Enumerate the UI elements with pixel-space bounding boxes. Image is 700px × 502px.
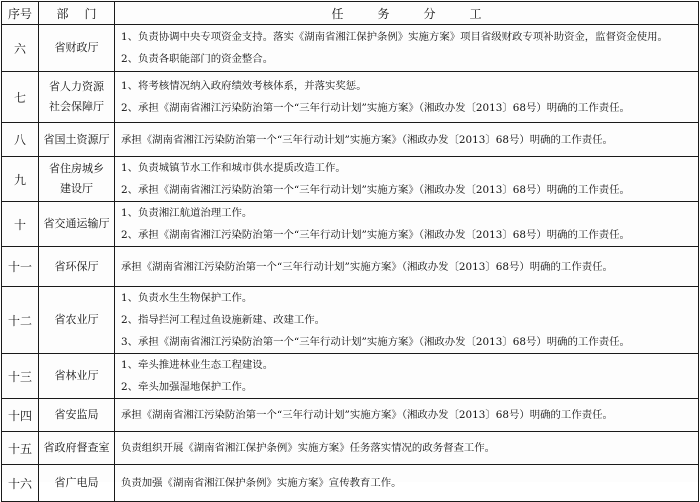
table-row <box>2 432 699 465</box>
task-line: 2、指导拦河工程过鱼设施新建、改建工作。 <box>121 314 326 326</box>
row-dept <box>39 432 115 465</box>
row-dept <box>39 399 115 432</box>
row-seq: 十六 <box>2 465 39 502</box>
task-line: 2、牵头加强湿地保护工作。 <box>121 381 253 393</box>
row-seq: 十 <box>2 202 39 247</box>
row-dept <box>39 465 115 502</box>
dept-line: 省财政厅 <box>54 41 99 54</box>
dept-line: 省农业厅 <box>54 313 99 326</box>
table-body <box>2 25 699 502</box>
dept-line: 省住房城乡 <box>49 162 104 175</box>
dept-line: 省国土资源厅 <box>43 132 110 146</box>
table-row <box>2 354 699 399</box>
row-dept <box>39 287 115 354</box>
row-seq: 六 <box>2 25 39 72</box>
dept-line: 省交通运输厅 <box>43 217 110 230</box>
row-tasks <box>115 25 699 72</box>
task-line: 2、承担《湖南省湘江污染防治第一个“三年行动计划”实施方案》（湘政办发〔2013〕68号）明确的工作责任。 <box>121 184 630 196</box>
row-dept <box>39 354 115 399</box>
row-tasks <box>115 202 699 247</box>
dept-line: 社会保障厅 <box>49 100 104 113</box>
row-seq: 十四 <box>2 399 39 432</box>
row-dept <box>39 25 115 72</box>
table-row <box>2 202 699 247</box>
task-line: 3、承担《湖南省湘江污染防治第一个“三年行动计划”实施方案》（湘政办发〔2013〕68号）明确的工作责任。 <box>121 336 630 348</box>
row-dept <box>39 72 115 123</box>
row-dept <box>39 202 115 247</box>
row-dept <box>39 123 115 157</box>
row-seq: 七 <box>2 72 39 123</box>
dept-line: 建设厅 <box>60 182 93 195</box>
task-line: 1、负责协调中央专项资金支持。落实《湖南省湘江保护条例》实施方案》项目省级财政专项补助资金，监督资金使用。 <box>121 31 668 43</box>
task-line: 2、承担《湖南省湘江污染防治第一个“三年行动计划”实施方案》（湘政办发〔2013〕68号）明确的工作责任。 <box>121 229 630 241</box>
table-row <box>2 399 699 432</box>
row-tasks <box>115 399 699 432</box>
row-tasks <box>115 465 699 502</box>
row-tasks <box>115 123 699 157</box>
dept-line: 省广电局 <box>54 476 99 489</box>
row-tasks <box>115 72 699 123</box>
table-row <box>2 465 699 502</box>
task-line: 1、负责水生生物保护工作。 <box>121 292 253 304</box>
row-tasks <box>115 157 699 202</box>
row-seq: 十三 <box>2 354 39 399</box>
dept-line: 省林业厅 <box>54 369 99 382</box>
header-dept: 部门 <box>39 2 115 25</box>
dept-line: 省政府督查室 <box>43 441 110 454</box>
row-seq: 十一 <box>2 247 39 287</box>
task-line: 承担《湖南省湘江污染防治第一个“三年行动计划”实施方案》（湘政办发〔2013〕68号）明确的工作责任。 <box>121 133 613 146</box>
table-row <box>2 247 699 287</box>
row-dept <box>39 157 115 202</box>
task-line: 1、负责城镇节水工作和城市供水提质改造工作。 <box>121 162 346 174</box>
dept-line: 省人力资源 <box>49 80 104 93</box>
row-seq: 十二 <box>2 287 39 354</box>
header-task: 任务分工 <box>115 2 699 25</box>
row-seq: 八 <box>2 123 39 157</box>
row-seq: 十五 <box>2 432 39 465</box>
row-seq: 九 <box>2 157 39 202</box>
row-tasks <box>115 287 699 354</box>
task-line: 1、负责湘江航道治理工作。 <box>121 207 253 219</box>
table-row <box>2 25 699 72</box>
task-line: 2、负责各职能部门的资金整合。 <box>121 53 274 65</box>
task-line: 2、承担《湖南省湘江污染防治第一个“三年行动计划”实施方案》（湘政办发〔2013〕68号）明确的工作责任。 <box>121 102 630 114</box>
header-seq: 序号 <box>2 2 39 25</box>
task-line: 1、牵头推进林业生态工程建设。 <box>121 359 274 371</box>
table-row <box>2 72 699 123</box>
table-row <box>2 287 699 354</box>
task-line: 负责加强《湖南省湘江保护条例》实施方案》宣传教育工作。 <box>121 477 402 489</box>
dept-line: 省安监局 <box>54 408 99 421</box>
dept-line: 省环保厅 <box>54 259 99 273</box>
row-tasks <box>115 432 699 465</box>
task-line: 1、将考核情况纳入政府绩效考核体系，并落实奖惩。 <box>121 80 367 92</box>
task-line: 承担《湖南省湘江污染防治第一个“三年行动计划”实施方案》（湘政办发〔2013〕68号）明确的工作责任。 <box>121 260 613 273</box>
task-line: 负责组织开展《湖南省湘江保护条例》实施方案》任务落实情况的政务督查工作。 <box>121 442 496 454</box>
task-allocation-table <box>1 1 699 502</box>
table-row <box>2 157 699 202</box>
row-tasks <box>115 247 699 287</box>
table-header-row <box>2 2 699 25</box>
row-tasks <box>115 354 699 399</box>
table-row <box>2 123 699 157</box>
row-dept <box>39 247 115 287</box>
task-line: 承担《湖南省湘江污染防治第一个“三年行动计划”实施方案》（湘政办发〔2013〕68号）明确的工作责任。 <box>121 409 613 421</box>
